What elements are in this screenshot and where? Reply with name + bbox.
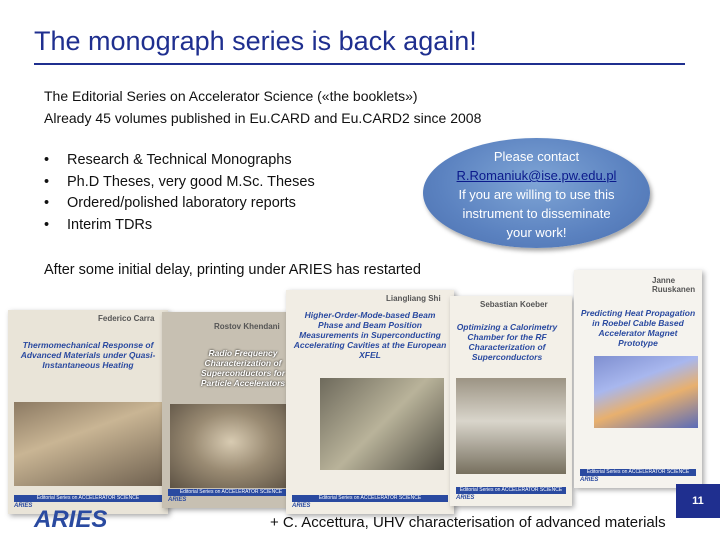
cover-series: Editorial Series on ACCELERATOR SCIENCE [14,495,162,502]
cover-series: Editorial Series on ACCELERATOR SCIENCE [168,489,294,496]
book-cover [162,312,300,508]
intro-line-2: Already 45 volumes published in Eu.CARD and Eu.CARD2 since 2008 [44,110,482,126]
slide-title: The monograph series is back again! [34,26,477,56]
title-underline [34,63,685,65]
intro-line-1: The Editorial Series on Accelerator Science («the booklets») [44,88,418,104]
book-cover [8,310,168,514]
cover-photo [320,378,444,470]
cover-series: Editorial Series on ACCELERATOR SCIENCE [456,487,566,494]
bullet-item: • Ph.D Theses, very good M.Sc. Theses [44,173,315,190]
cover-logo: ARIES [168,497,187,503]
bullet-item: • Interim TDRs [44,216,153,233]
cover-series: Editorial Series on ACCELERATOR SCIENCE [580,469,696,476]
cover-title: Thermomechanical Response of Advanced Materials under Quasi-Instantaneous Heating [20,340,156,370]
cover-photo [456,378,566,474]
bullet-icon: • [44,173,50,190]
contact-callout [423,138,650,248]
bullet-icon: • [44,195,50,211]
cover-author: Sebastian Koeber [480,300,548,309]
cover-title: Radio Frequency Characterization of Superconductors for Particle Accelerators [200,348,286,388]
bullet-list [44,152,315,238]
contact-email-link[interactable]: R.Romaniuk@ise.pw.edu.pl [456,168,617,183]
cover-title: Predicting Heat Propagation in Roebel Cable Based Accelerator Magnet Prototype [580,308,696,348]
cover-photo [594,356,698,428]
cover-title: Optimizing a Calorimetry Chamber for the RF Characterization of Superconductors [456,322,558,362]
cover-logo: ARIES [292,503,311,509]
callout-line-4: instrument to disseminate [462,206,611,221]
cover-author: Rostov Khendani [214,322,280,331]
bullet-item: • Research & Technical Monographs [44,152,292,168]
cover-author: Federico Carra [98,314,155,323]
cover-logo: ARIES [580,477,599,483]
cover-logo: ARIES [456,495,475,501]
callout-line-1: Please contact [493,149,580,164]
cover-author: Liangliang Shi [386,294,441,303]
bullet-icon: • [44,152,50,168]
book-cover [574,270,702,488]
cover-author: Janne Ruuskanen [652,276,696,294]
cover-photo [170,404,292,488]
footer-note: + C. Accettura, UHV characterisation of advanced materials [270,514,666,531]
page-number: 11 [676,484,720,518]
cover-logo: ARIES [14,503,33,509]
aries-logo: ARIES [34,506,108,533]
book-cover [450,296,572,506]
book-cover [286,290,454,514]
restart-note: After some initial delay, printing under ARIES has restarted [44,262,421,278]
bullet-item: • Ordered/polished laboratory reports [44,195,296,211]
cover-series: Editorial Series on ACCELERATOR SCIENCE [292,495,448,502]
cover-title: Higher-Order-Mode-based Beam Phase and Beam Position Measurements in Superconducting Accelerating Cavities at the European XFEL [293,310,447,360]
bullet-icon: • [44,216,50,233]
callout-line-3: If you are willing to use this [458,187,615,202]
cover-photo [14,402,162,486]
callout-line-5: your work! [506,225,567,240]
